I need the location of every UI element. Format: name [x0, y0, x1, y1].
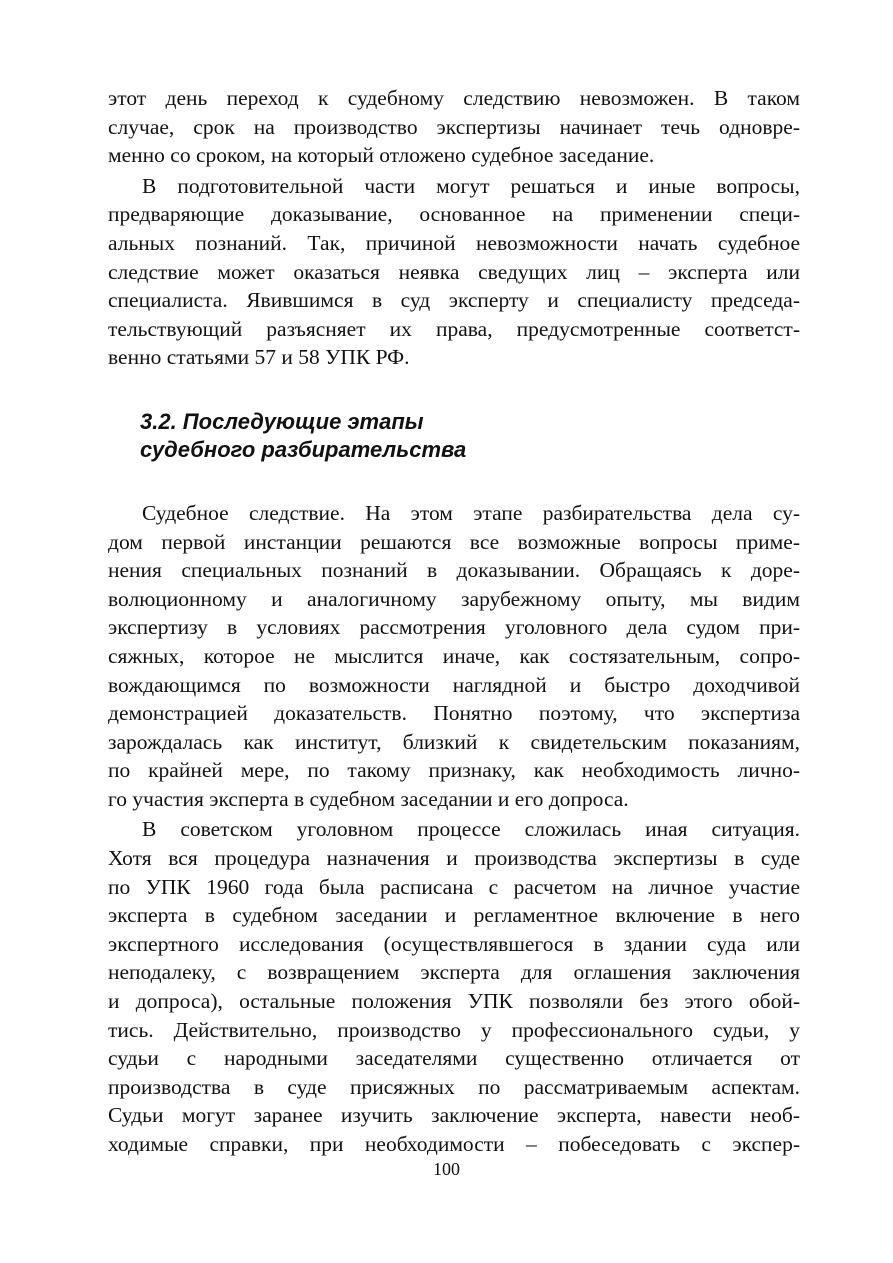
text-line: и допроса), остальные положения УПК позволяли без этого обой-	[108, 989, 800, 1014]
section-heading	[140, 408, 800, 464]
text-line: экспертного исследования (осуществлявшегося в здании суда или	[108, 931, 800, 956]
text-line: этот день переход к судебному следствию невозможен. В таком	[108, 86, 800, 110]
heading-gap	[108, 464, 800, 499]
text-line: специалиста. Явившимся в суд эксперту и специалисту председа-	[108, 288, 800, 313]
text-line: сяжных, которое не мыслится иначе, как состязательным, сопро-	[108, 643, 800, 668]
text-line: нения специальных познаний в доказывании. Обращаясь к доре-	[108, 558, 800, 583]
paragraph-4	[108, 815, 800, 1158]
text-line: дом первой инстанции решаются все возможные вопросы приме-	[108, 529, 800, 554]
text-line: судьи с народными заседателями существенно отличается от	[108, 1046, 800, 1071]
book-page	[108, 84, 800, 1159]
text-line: следствие может оказаться неявка сведущих лиц – эксперта или	[108, 259, 800, 284]
text-line: по крайней мере, по такому признаку, как необходимость лично-	[108, 758, 800, 783]
text-line: волюционному и аналогичному зарубежному опыту, мы видим	[108, 586, 800, 611]
text-line: неподалеку, с возвращением эксперта для оглашения заключения	[108, 960, 800, 985]
text-line: Судебное следствие. На этом этапе разбирательства дела су-	[142, 500, 800, 525]
paragraph-1	[108, 84, 800, 170]
text-line: экспертизу в условиях рассмотрения уголовного дела судом при-	[108, 615, 800, 640]
page-number: 100	[433, 1159, 460, 1179]
paragraph-3	[108, 499, 800, 814]
text-line: ходимые справки, при необходимости – побеседовать с экспер-	[108, 1132, 800, 1156]
text-line: менно со сроком, на который отложено судебное заседание.	[108, 143, 655, 168]
text-line: случае, срок на производство экспертизы начинает течь одновре-	[108, 114, 800, 139]
text-line: В советском уголовном процессе сложилась иная ситуация.	[142, 817, 800, 842]
text-line: венно статьями 57 и 58 УПК РФ.	[108, 345, 410, 370]
text-line: предваряющие доказывание, основанное на применении специ-	[108, 202, 800, 227]
text-line: вождающимся по возможности наглядной и быстро доходчивой	[108, 672, 800, 697]
section-heading-line-1: 3.2. Последующие этапы	[140, 408, 424, 434]
paragraph-2	[108, 172, 800, 372]
text-line: эксперта в судебном заседании и регламентное включение в него	[108, 903, 800, 928]
text-line: производства в суде присяжных по рассматриваемым аспектам.	[108, 1074, 800, 1099]
text-line: тельствующий разъясняет их права, предусмотренные соответст-	[108, 316, 800, 341]
text-line: тись. Действительно, производство у профессионального судьи, у	[108, 1017, 800, 1042]
text-line: по УПК 1960 года была расписана с расчетом на личное участие	[108, 874, 800, 899]
text-line: демонстрацией доказательств. Понятно поэтому, что экспертиза	[108, 701, 800, 726]
text-line: Судьи могут заранее изучить заключение эксперта, навести необ-	[108, 1103, 800, 1128]
text-line: альных познаний. Так, причиной невозможности начать судебное	[108, 230, 800, 255]
section-heading-line-2: судебного разбирательства	[140, 436, 467, 462]
text-line: Хотя вся процедура назначения и производства экспертизы в суде	[108, 846, 800, 871]
text-line: зарождалась как институт, близкий к свидетельским показаниям,	[108, 729, 800, 754]
text-line: го участия эксперта в судебном заседании и его допроса.	[108, 786, 629, 811]
text-line: В подготовительной части могут решаться и иные вопросы,	[142, 173, 800, 198]
